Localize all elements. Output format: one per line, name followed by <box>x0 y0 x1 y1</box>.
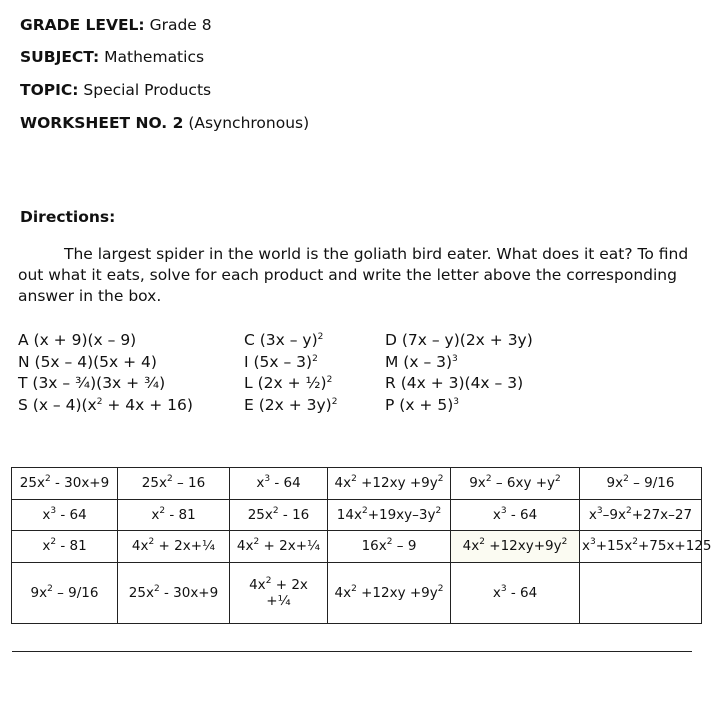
worksheet-label: WORKSHEET NO. 2 <box>20 114 184 132</box>
answer-box[interactable]: $4x^2 +12xy+9y^2$ <box>451 531 580 563</box>
grade-level-line <box>20 16 212 34</box>
answer-box[interactable]: $9x^2 - 9/16$ <box>580 468 702 500</box>
directions-title: Directions: <box>20 208 116 226</box>
answer-box[interactable]: $x^3 - 64$ <box>230 468 328 500</box>
problem-item: P $(x + 5)^3$ <box>385 395 459 414</box>
problem-item: N (5x – 4)(5x + 4) <box>18 352 157 371</box>
answer-box[interactable]: $x^3 - 64$ <box>12 499 118 531</box>
answer-box[interactable]: $25x^2 - 30x+9$ <box>118 562 230 623</box>
grade-level-label: GRADE LEVEL: <box>20 16 145 34</box>
problem-item: T (3x – ¾)(3x + ¾) <box>18 374 166 392</box>
problem-item: R (4x + 3)(4x – 3) <box>385 374 524 392</box>
answer-box[interactable]: $x^2 - 81$ <box>12 531 118 563</box>
problem-column-3 <box>385 330 533 416</box>
answer-grid-row <box>12 468 702 500</box>
topic-line <box>20 81 211 99</box>
answer-box[interactable] <box>580 562 702 623</box>
topic-label: TOPIC: <box>20 81 79 99</box>
bottom-rule <box>12 651 692 652</box>
worksheet-line <box>20 114 309 132</box>
directions-text: The largest spider in the world is the goliath bird eater. What does it eat? To find out what it eats, solve for each product and write the letter above the corresponding answer in the box. <box>18 245 689 305</box>
answer-box[interactable]: $9x^2 - 9/16$ <box>12 562 118 623</box>
answer-box[interactable]: $x^3 - 64$ <box>451 562 580 623</box>
worksheet-value: (Asynchronous) <box>188 114 310 132</box>
problem-item: L (2x + ½)$^2$ <box>244 374 333 392</box>
problem-item: C (3x – y)$^2$ <box>244 331 324 349</box>
answer-box[interactable]: $9x^2 - 6xy +y^2$ <box>451 468 580 500</box>
problem-column-2 <box>244 330 337 416</box>
answer-box[interactable]: $4x^2 +12xy +9y^2$ <box>328 468 451 500</box>
answer-box[interactable]: $x^2 - 81$ <box>118 499 230 531</box>
subject-label: SUBJECT: <box>20 48 100 66</box>
problem-item: D (7x – y)(2x + 3y) <box>385 331 533 349</box>
answer-box[interactable]: $25x^2 - 30x+9$ <box>12 468 118 500</box>
answer-box[interactable]: $x^3-9x^2+27x-27$ <box>580 499 702 531</box>
problem-item: M (x – 3)$^3$ <box>385 352 458 371</box>
answer-box[interactable]: $14x^2+19xy-3y^2$ <box>328 499 451 531</box>
problem-item: I (5x – 3)$^2$ <box>244 352 318 371</box>
subject-line <box>20 48 204 66</box>
answer-box[interactable]: $16x^2 - 9$ <box>328 531 451 563</box>
subject-value: Mathematics <box>104 48 205 66</box>
problem-column-1 <box>18 330 193 416</box>
answer-grid-row <box>12 499 702 531</box>
answer-grid <box>11 467 712 624</box>
topic-value: Special Products <box>83 81 212 99</box>
answer-grid-row <box>12 531 702 563</box>
answer-box[interactable]: $25x^2 - 16$ <box>118 468 230 500</box>
problem-item: E $(2x + 3y)^2$ <box>244 395 338 414</box>
answer-box[interactable]: $25x^2 - 16$ <box>230 499 328 531</box>
grade-level-value: Grade 8 <box>149 16 212 34</box>
problem-item: A (x + 9)(x – 9) <box>18 331 137 349</box>
answer-box[interactable]: $4x^2$ + 2x+¼ <box>118 531 230 563</box>
answer-box[interactable]: $4x^2$ + 2x+¼ <box>230 531 328 563</box>
answer-box[interactable]: $4x^2 + 2x$ +¼ <box>230 562 328 623</box>
answer-box[interactable]: $x^3 - 64$ <box>451 499 580 531</box>
answer-box[interactable]: $4x^2 +12xy +9y^2$ <box>328 562 451 623</box>
answer-box[interactable]: $x^3+15x^2+75x+125$ <box>580 531 702 563</box>
answer-grid-row <box>12 562 702 623</box>
problem-item: S $(x - 4)(x^2 + 4x + 16)$ <box>18 395 193 414</box>
